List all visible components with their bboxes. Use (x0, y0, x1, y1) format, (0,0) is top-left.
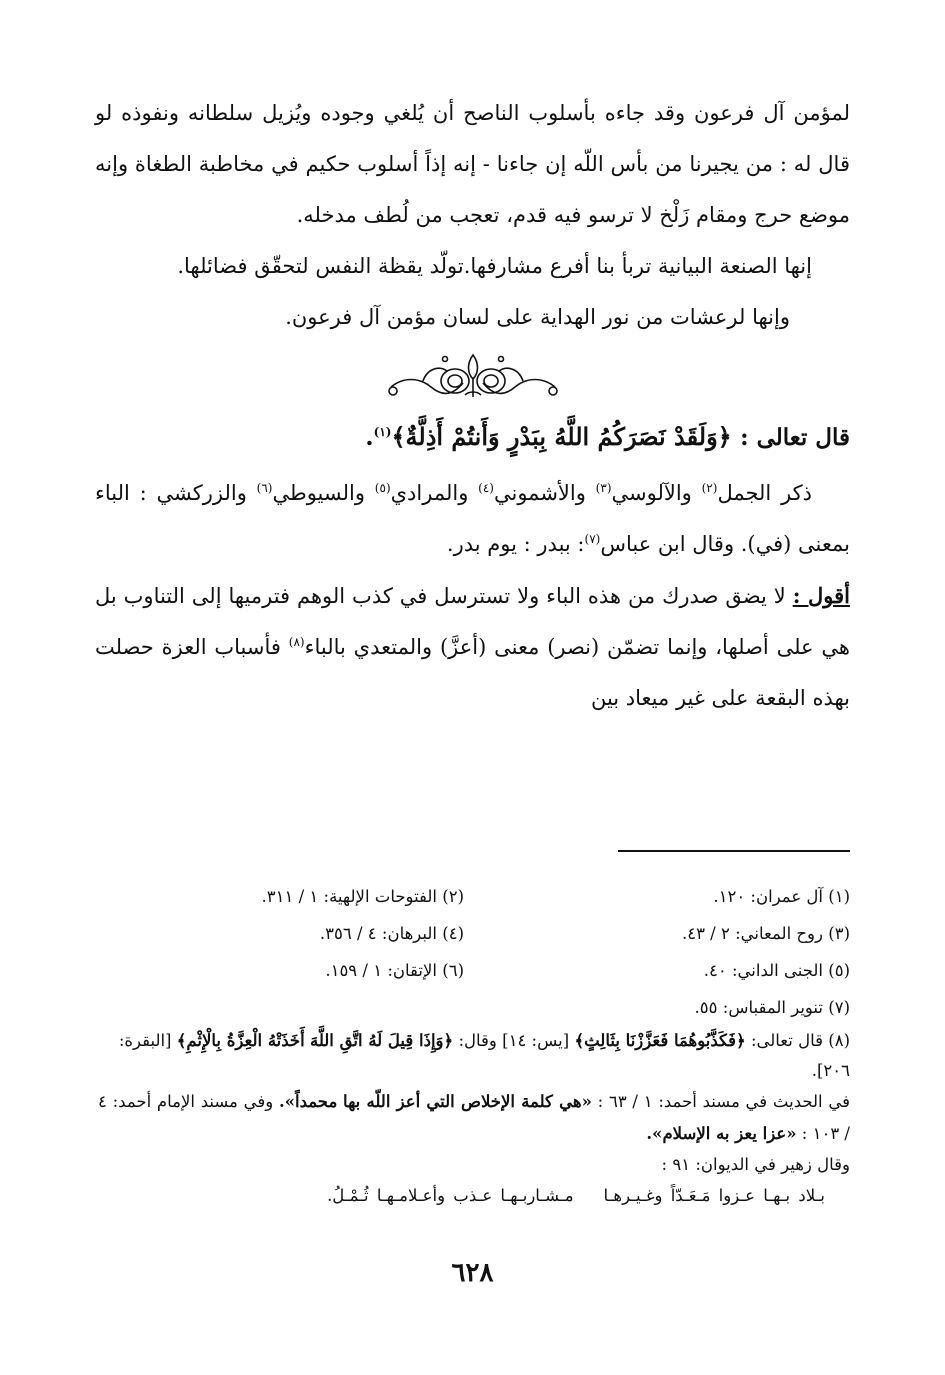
aqul-paragraph (95, 570, 850, 724)
poem-hemistich: بـلاد بـهـا عـزوا مَـعَـدّاً وغـيـرهـا (603, 1186, 825, 1205)
text-line: فضائلها. (177, 254, 248, 278)
quran-quote: ﴿فَكَذَّبُوهُمَا فَعَزَّزْنَا بِثَالِثٍ﴾ (574, 1031, 746, 1050)
commentary (95, 468, 850, 570)
footnote-5: (٥) الجنى الداني: ٤٠. (703, 961, 850, 980)
page-number: ٦٢٨ (451, 1258, 494, 1288)
footnote-8 (98, 1026, 850, 1086)
hadith-quote: «هي كلمة الإخلاص التي أعز اللّه بها (343, 1092, 592, 1111)
text-line: في مخاطبة الطغاة وإنه موضع حرج ومقام زَلْخ لا ترسو فيه قدم، تعجب من (95, 152, 850, 227)
hadith-source: في الحديث في مسند أحمد: ١ / ٦٣ : (597, 1092, 850, 1111)
poem-verse (98, 1180, 850, 1212)
footnote-3: (٣) روح المعاني: ٢ / ٤٣. (681, 924, 850, 943)
footnotes (98, 878, 850, 1212)
commentary-text: ذكر الجمل (717, 481, 813, 505)
footnote-8-text: (٨) قال تعالى: (750, 1031, 850, 1050)
footnote-ref: (٢) (701, 481, 718, 495)
aqul-text: والمتعدي بالباء (304, 635, 433, 659)
verse-line (95, 407, 850, 468)
hadith-quote: «عزا يعز به الإسلام». (646, 1124, 797, 1143)
main-text (95, 88, 850, 724)
hadith-note (98, 1086, 850, 1150)
footnote-4: (٤) البرهان: ٤ / ٣٥٦. (319, 924, 464, 943)
hadith-source: وفي مسند الإمام أحمد: ٤ / ١٠٣ : (98, 1092, 850, 1143)
quran-quote: أَخَذَتْهُ الْعِزَّةُ بِالْإِثْمِ﴾ (176, 1031, 305, 1050)
footnote-ref: (٥) (374, 481, 391, 495)
commentary-text: والأشموني (493, 481, 596, 505)
footnote-ref: (٣) (595, 481, 612, 495)
aqul-label: أقول : (792, 583, 850, 608)
footnote-ref: (٧) (584, 532, 601, 546)
commentary-text: : ببدر : يوم بدر. (446, 532, 585, 556)
zuhair-citation: وقال زهير في الديوان: ٩١ : (661, 1155, 850, 1174)
verse-intro: قال تعالى : (740, 424, 850, 451)
paragraph-2 (95, 241, 850, 292)
footnote-ref: (١) (373, 425, 392, 439)
commentary-text: والآلوسي (611, 481, 702, 505)
paragraph-1 (95, 88, 850, 241)
footnote-7: (٧) تنوير المقباس: ٥٥. (694, 998, 850, 1017)
aqul-text: فترميها إلى التناوب بل هي على أصلها، وإنما تضمّن (نصر) معنى (أعزَّ) (95, 584, 850, 659)
aqul-text: فأسباب العزة حصلت بهذه البقعة على غير ميعاد بين (95, 635, 850, 710)
footnote-grid (98, 878, 850, 1026)
text-line: ونفوذه لو قال له : من يجيرنا من بأس اللّه إن جاءنا - إنه إذاً أسلوب حكيم (95, 101, 850, 176)
poem-hemistich: مـشـاربـهـا عـذب وأعـلامـهـا ثُـمْـلُ. (327, 1186, 574, 1205)
footnote-8-text: [يس: ١٤] وقال: (458, 1031, 570, 1050)
text-line: لمؤمن آل فرعون وقد جاءه بأسلوب الناصح أن يُلغي وجوده ويُزيل سلطانه (187, 101, 850, 125)
footnote-ref: (٤) (478, 481, 494, 495)
footnote-ref: (٦) (256, 481, 273, 495)
footnote-separator (618, 850, 850, 852)
text-line: إنها الصنعة البيانية تربأ بنا أفرع مشارفها.تولّد يقظة النفس لتحقّق (254, 254, 812, 278)
text-line: لُطف مدخله. (296, 203, 409, 227)
footnote-2: (٢) الفتوحات الإلهية: ١ / ٣١١. (261, 887, 464, 906)
commentary-text: والمرادي (390, 481, 479, 505)
footnote-1: (١) آل عمران: ١٢٠. (713, 887, 850, 906)
footnote-6: (٦) الإتقان: ١ / ١٥٩. (325, 961, 464, 980)
footnote-ref: (٨) (288, 635, 305, 649)
aqul-text: لا يضق صدرك من هذه الباء ولا تسترسل في كذب الوهم (297, 584, 793, 608)
commentary-text: والزركشي : الباء بمعنى (في). وقال ابن عباس (95, 481, 850, 556)
ornament-divider (95, 343, 850, 407)
floral-ornament-icon (383, 347, 563, 403)
hadith-quote: محمداً». (278, 1092, 338, 1111)
verse-end: . (365, 422, 374, 451)
quran-quote: ﴿وَإِذَا قِيلَ لَهُ اتَّقِ اللَّهَ (309, 1031, 454, 1050)
quran-verse: ﴿وَلَقَدْ نَصَرَكُمُ اللَّهُ بِبَدْرٍ وَأَنتُمْ أَذِلَّةٌ﴾ (391, 422, 732, 451)
paragraph-3: وإنها لرعشات من نور الهداية على لسان مؤمن آل فرعون. (285, 305, 790, 329)
commentary-text: والسيوطي (272, 481, 375, 505)
footnote-8-text: [البقرة: ٢٠٦]. (118, 1031, 850, 1080)
